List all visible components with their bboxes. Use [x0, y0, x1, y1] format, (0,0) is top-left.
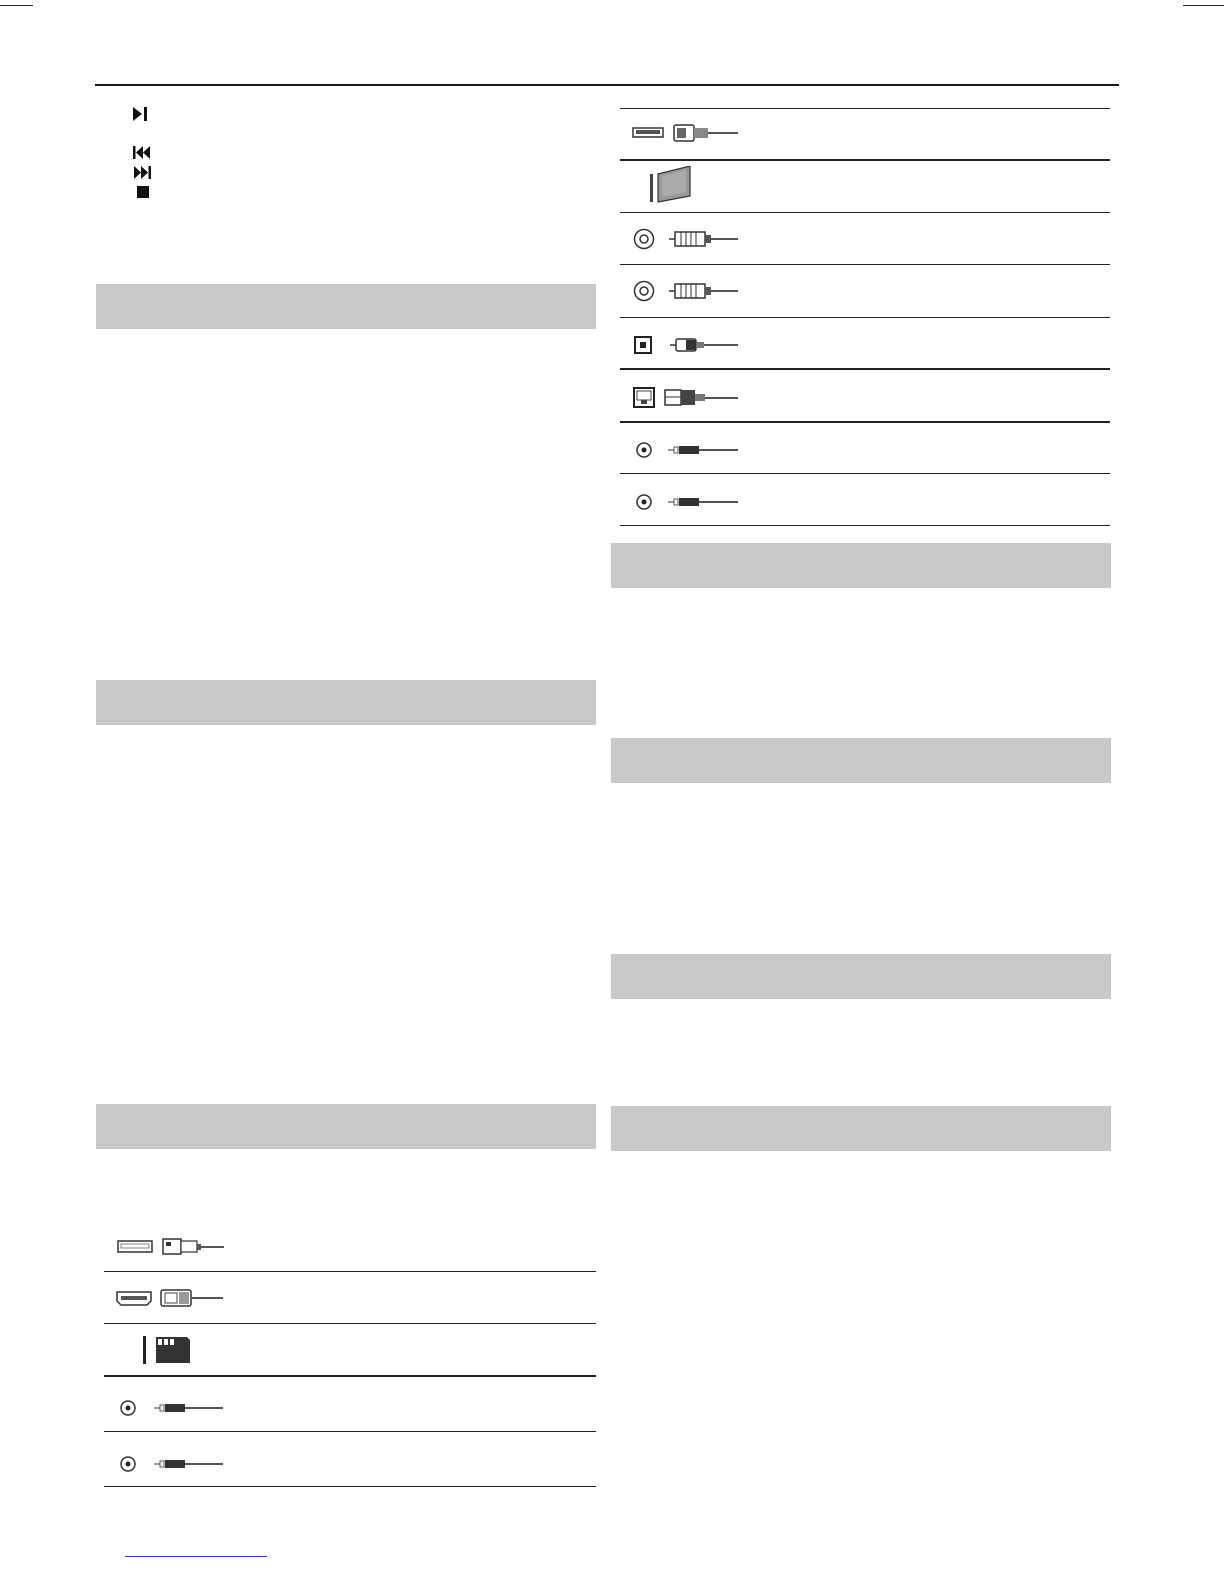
skip-next-icon — [133, 166, 151, 179]
audio-jack-connector-icon — [636, 441, 739, 459]
table-rule — [620, 108, 1110, 109]
table-rule — [620, 212, 1110, 213]
audio-jack-connector-icon — [120, 1455, 224, 1473]
ci-card-slot-icon — [143, 1335, 193, 1365]
table-rule — [620, 159, 1110, 161]
play-pause-icon — [133, 107, 149, 121]
table-rule — [104, 1431, 596, 1432]
table-rule — [104, 1323, 596, 1324]
section-header-band — [611, 954, 1111, 999]
ci-card-slot-icon — [650, 166, 694, 204]
crop-mark-left — [0, 5, 33, 6]
section-header-band — [96, 680, 596, 725]
crop-mark-right — [1183, 5, 1224, 6]
section-header-band — [96, 1104, 596, 1149]
rf-coax-connector-icon — [633, 228, 739, 250]
lan-ethernet-connector-icon — [633, 386, 739, 410]
audio-jack-connector-icon — [636, 493, 739, 511]
rf-coax-connector-icon — [633, 280, 739, 302]
table-rule — [620, 421, 1110, 423]
table-rule — [104, 1271, 596, 1272]
section-header-band — [611, 543, 1111, 588]
displayport-connector-icon — [632, 123, 740, 143]
table-rule — [620, 264, 1110, 265]
table-rule — [620, 525, 1110, 526]
section-header-band — [96, 284, 596, 329]
top-rule — [95, 84, 1119, 86]
optical-audio-connector-icon — [634, 335, 739, 355]
hdmi-connector-icon — [116, 1288, 224, 1308]
section-header-band — [611, 1106, 1111, 1151]
audio-jack-connector-icon — [120, 1399, 224, 1417]
section-header-band — [611, 738, 1111, 783]
table-rule — [620, 473, 1110, 474]
table-rule — [620, 317, 1110, 318]
footer-link-underline[interactable] — [125, 1556, 267, 1557]
usb-connector-icon — [117, 1238, 225, 1256]
stop-icon — [137, 186, 149, 198]
skip-previous-icon — [133, 146, 151, 159]
table-rule — [104, 1486, 596, 1487]
table-rule — [620, 368, 1110, 370]
table-rule — [104, 1375, 596, 1377]
